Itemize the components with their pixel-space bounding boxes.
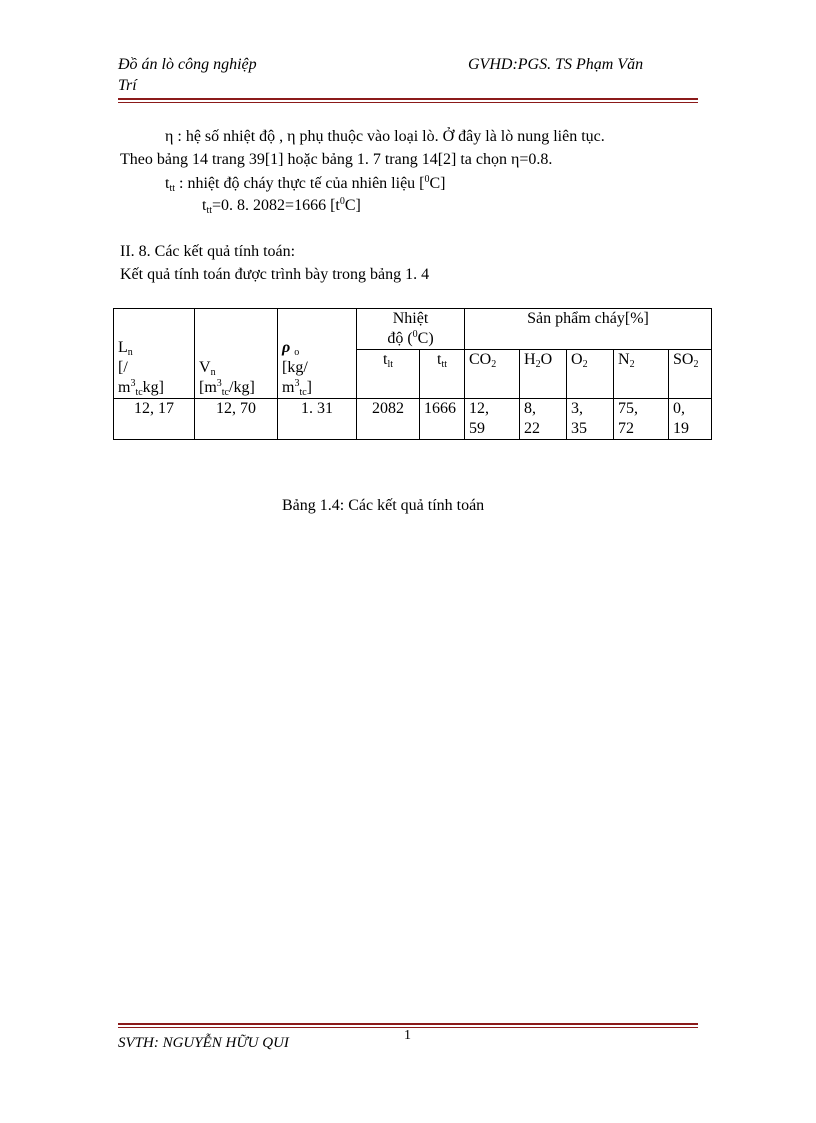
text: CO bbox=[469, 351, 492, 368]
text: C] bbox=[344, 197, 361, 214]
subscript: 2 bbox=[693, 359, 699, 370]
header-ttt bbox=[420, 350, 465, 399]
text: 75, bbox=[618, 400, 638, 417]
text: t bbox=[436, 351, 442, 368]
subscript: 2 bbox=[582, 359, 588, 370]
paragraph-line1: η : hệ số nhiệt độ , η phụ thuộc vào loại lò. Ở đây là lò nung liên tục. bbox=[165, 128, 605, 145]
text: 72 bbox=[618, 420, 634, 437]
text: 12, bbox=[469, 400, 489, 417]
header-ln: $L_n$ [/ $m^3_{tc}kg$] bbox=[114, 309, 195, 399]
text: 22 bbox=[524, 420, 540, 437]
header-h2o bbox=[520, 350, 567, 399]
text: O bbox=[540, 351, 553, 368]
text: O bbox=[571, 351, 583, 368]
text: 3, bbox=[571, 400, 583, 417]
text: độ ( bbox=[387, 330, 413, 347]
cell-so2 bbox=[669, 399, 712, 440]
superscript: 0 bbox=[339, 196, 345, 207]
header-tlt bbox=[357, 350, 420, 399]
header-nhiet-do bbox=[357, 309, 465, 350]
text: Nhiệt bbox=[392, 310, 429, 327]
header-n2 bbox=[614, 350, 669, 399]
text: C] bbox=[429, 175, 446, 192]
header-rule bbox=[118, 98, 698, 100]
text: C) bbox=[417, 330, 434, 347]
header-co2 bbox=[465, 350, 520, 399]
text: 19 bbox=[673, 420, 689, 437]
text: =0. 8. 2082=1666 [t bbox=[212, 197, 340, 214]
table-header-row-1 bbox=[114, 309, 712, 350]
paragraph-line2: Theo bảng 14 trang 39[1] hoặc bảng 1. 7 trang 14[2] ta chọn η=0.8. bbox=[120, 151, 553, 168]
cell-vn: 12, 70 bbox=[195, 399, 278, 440]
header-vn: $V_n$ $[m^3_{tc}/kg]$ bbox=[195, 309, 278, 399]
subscript: 2 bbox=[491, 359, 497, 370]
subscript: 2 bbox=[629, 359, 635, 370]
header-so2 bbox=[669, 350, 712, 399]
text: t bbox=[382, 351, 388, 368]
header-right: GVHD:PGS. TS Phạm Văn bbox=[468, 56, 644, 73]
symbol: t bbox=[165, 175, 170, 192]
cell-tlt: 2082 bbox=[357, 399, 420, 440]
footer-rule bbox=[118, 1023, 698, 1025]
text: 59 bbox=[469, 420, 485, 437]
cell-o2 bbox=[567, 399, 614, 440]
text: H bbox=[524, 351, 536, 368]
paragraph-line3 bbox=[165, 173, 446, 195]
header-rule-thin bbox=[118, 102, 698, 103]
text: SO bbox=[673, 351, 694, 368]
cell-ttt: 1666 bbox=[420, 399, 465, 440]
header-left-line1: Đồ án lò công nghiệp bbox=[118, 56, 257, 73]
subscript: 2 bbox=[535, 359, 541, 370]
superscript: 0 bbox=[412, 329, 418, 340]
superscript: 0 bbox=[424, 174, 430, 185]
header-left bbox=[118, 54, 368, 96]
cell-rho: 1. 31 bbox=[278, 399, 357, 440]
header-san-pham: Sản phẩm cháy[%] bbox=[465, 309, 712, 350]
page-number: 1 bbox=[404, 1028, 411, 1043]
results-table bbox=[113, 308, 712, 440]
subscript: tt bbox=[206, 205, 213, 216]
cell-ln: 12, 17 bbox=[114, 399, 195, 440]
text: 0, bbox=[673, 400, 685, 417]
subscript: tt bbox=[169, 183, 176, 194]
text: N bbox=[618, 351, 630, 368]
header-o2 bbox=[567, 350, 614, 399]
header-left-line2: Trí bbox=[118, 77, 137, 94]
text: 35 bbox=[571, 420, 587, 437]
intro-text: Kết quả tính toán được trình bày trong bảng 1. 4 bbox=[120, 266, 430, 283]
footer-text: SVTH: NGUYỄN HỮU QUI bbox=[118, 1035, 289, 1051]
subscript: lt bbox=[387, 359, 393, 370]
header-rho: ρ $_o$ [kg/ $m^3_{tc}$] bbox=[278, 309, 357, 399]
cell-co2 bbox=[465, 399, 520, 440]
symbol: t bbox=[202, 197, 207, 214]
text: 8, bbox=[524, 400, 536, 417]
text: : nhiệt độ cháy thực tế của nhiên liệu [ bbox=[179, 175, 425, 192]
cell-h2o bbox=[520, 399, 567, 440]
table-row bbox=[114, 399, 712, 440]
cell-n2 bbox=[614, 399, 669, 440]
subscript: tt bbox=[441, 359, 447, 370]
formula-line bbox=[202, 195, 361, 217]
table-caption: Bảng 1.4: Các kết quả tính toán bbox=[282, 497, 485, 514]
section-heading: II. 8. Các kết quả tính toán: bbox=[120, 243, 296, 260]
